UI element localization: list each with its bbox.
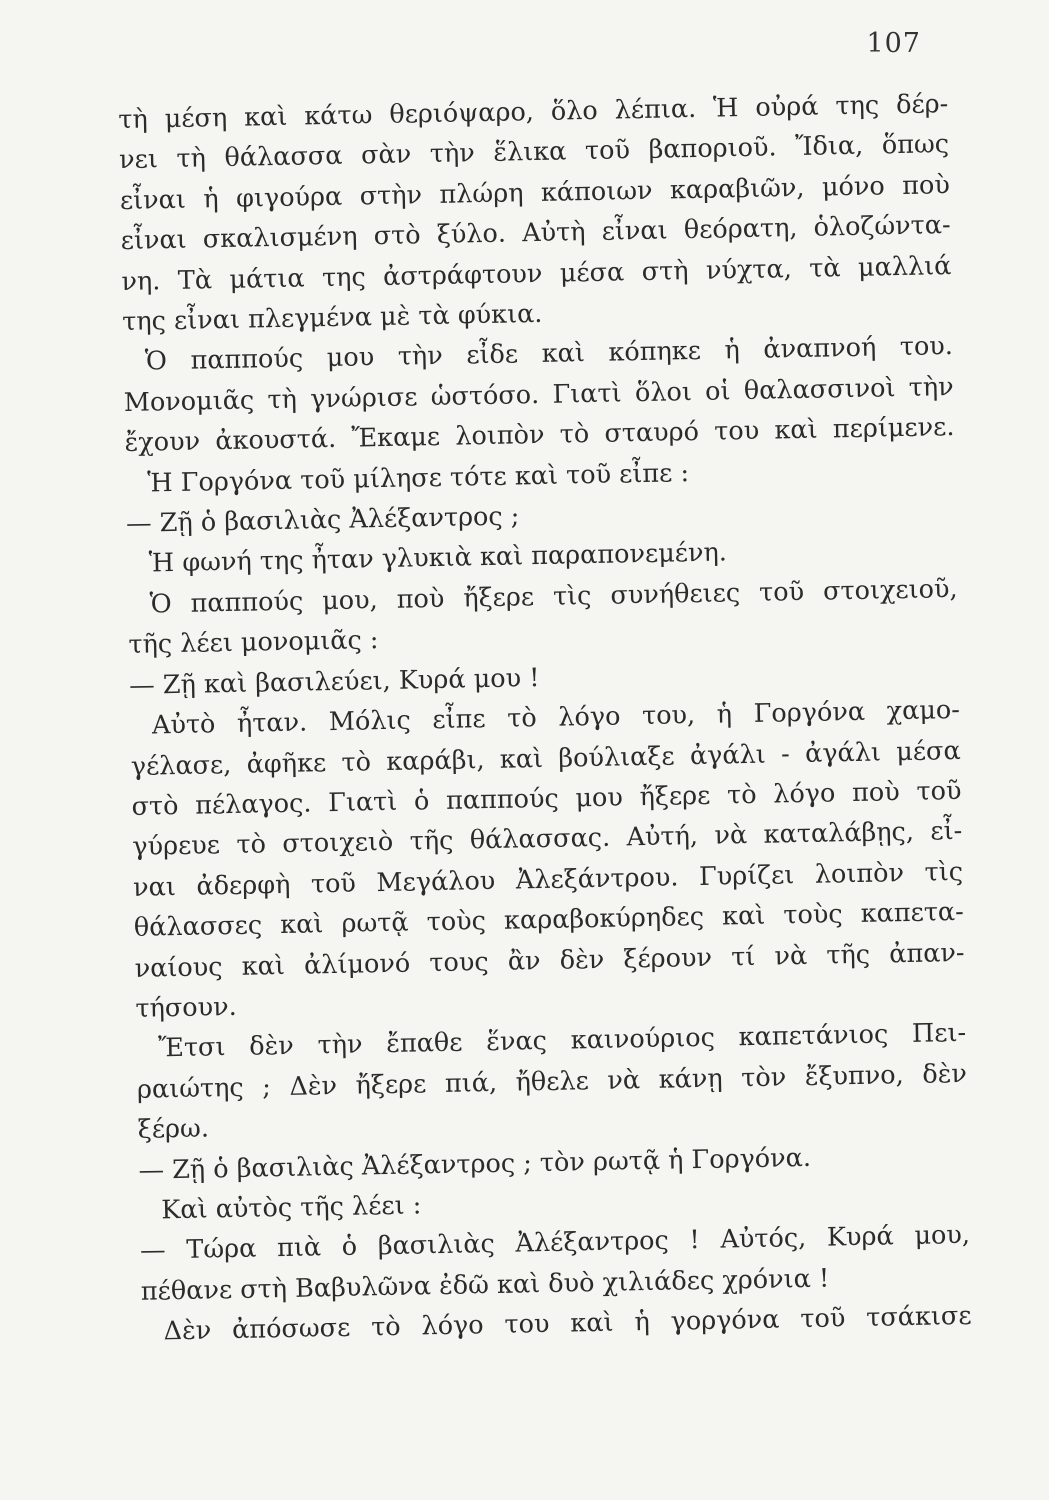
text-line: γέλασε, ἀφῆκε τὸ καράβι, καὶ βούλιαξε ἀγάλι - ἀγάλι μέσα [130,735,961,782]
text-line: ραιώτης ; Δὲν ἤξερε πιά, ἤθελε νὰ κάνῃ τὸν ἔξυπνο, δὲν [136,1058,968,1105]
text-line: πέθανε στὴ Βαβυλῶνα ἐδῶ καὶ δυὸ χιλιάδες χρόνια ! [140,1263,830,1307]
text-line: ναίους καὶ ἀλίμονό τους ἂν δὲν ξέρουν τί νὰ τῆς ἀπαν- [134,937,965,984]
page-number: 107 [866,28,921,59]
text-line: Ἡ φωνή της ἦταν γλυκιὰ καὶ παραπονεμένη. [148,537,728,579]
text-line: στὸ πέλαγος. Γιατὶ ὁ παππούς μου ἤξερε τὸ λόγο ποὺ τοῦ [131,775,962,822]
text-line: νη. Τὰ μάτια της ἀστράφτουν μέσα στὴ νύχτα, τὰ μαλλιά [121,250,952,297]
text-line: Μονομιᾶς τὴ γνώρισε ὡστόσο. Γιατὶ ὅλοι οἱ θαλασσινοὶ τὴν [123,371,954,418]
text-line: Αὐτὸ ἦταν. Μόλις εἶπε τὸ λόγο του, ἡ Γοργόνα χαμο- [151,695,961,741]
text-line: θάλασσες καὶ ρωτᾷ τοὺς καραβοκύρηδες καὶ τοὺς καπετα- [133,897,965,943]
text-line: Ὁ παππούς μου, ποὺ ἤξερε τὶς συνήθειες τοῦ στοιχειοῦ, [149,573,958,620]
text-line: τῆς λέει μονομιᾶς : [128,625,379,661]
text-line: — Ζῇ ὁ βασιλιὰς Ἀλέξαντρος ; τὸν ρωτᾷ ἡ Γοργόνα. [138,1142,812,1186]
text-line: Καὶ αὐτὸς τῆς λέει : [161,1190,422,1226]
text-line: Δὲν ἀπόσωσε τὸ λόγο του καὶ ἡ γοργόνα τοῦ τσάκισε [163,1301,972,1347]
text-line: τήσουν. [135,991,237,1024]
text-line: τὴ μέση καὶ κάτω θεριόψαρο, ὅλο λέπια. Ἡ οὐρά της δέρ- [118,89,949,135]
text-line: γύρευε τὸ στοιχειὸ τῆς θάλασσας. Αὐτή, νὰ καταλάβῃς, εἶ- [132,816,963,863]
text-line: εἶναι ἡ φιγούρα στὴν πλώρη κάποιων καραβιῶν, μόνο ποὺ [119,169,951,216]
text-line: — Ζῇ ὁ βασιλιὰς Ἀλέξαντρος ; [125,501,520,539]
text-line: — Ζῇ καὶ βασιλεύει, Κυρά μου ! [128,662,540,701]
text-line: της εἶναι πλεγμένα μὲ τὰ φύκια. [121,298,543,337]
text-line: ναι ἀδερφὴ τοῦ Μεγάλου Ἀλεξάντρου. Γυρίζει λοιπὸν τὶς [132,856,964,903]
text-line: Ὁ παππούς μου τὴν εἶδε καὶ κόπηκε ἡ ἀναπνοή του. [144,331,954,377]
text-line: Ἡ Γοργόνα τοῦ μίλησε τότε καὶ τοῦ εἶπε : [147,457,690,499]
text-line: ἔχουν ἀκουστά. Ἔκαμε λοιπὸν τὸ σταυρό του καὶ περίμενε. [124,412,955,459]
text-line: νει τὴ θάλασσα σὰν τὴν ἕλικα τοῦ βαποριοῦ. Ἴδια, ὅπως [118,129,950,176]
text-line: — Τώρα πιὰ ὁ βασιλιὰς Ἀλέξαντρος ! Αὐτός, Κυρά μου, [139,1220,971,1267]
text-line: εἶναι σκαλισμένη στὸ ξύλο. Αὐτὴ εἶναι θεόρατη, ὁλοζώντα- [120,210,951,257]
page-text [118,84,972,1352]
text-line: Ἔτσι δὲν τὴν ἔπαθε ἕνας καινούριος καπετάνιος Πει- [157,1018,967,1064]
text-line: ξέρω. [137,1113,210,1145]
